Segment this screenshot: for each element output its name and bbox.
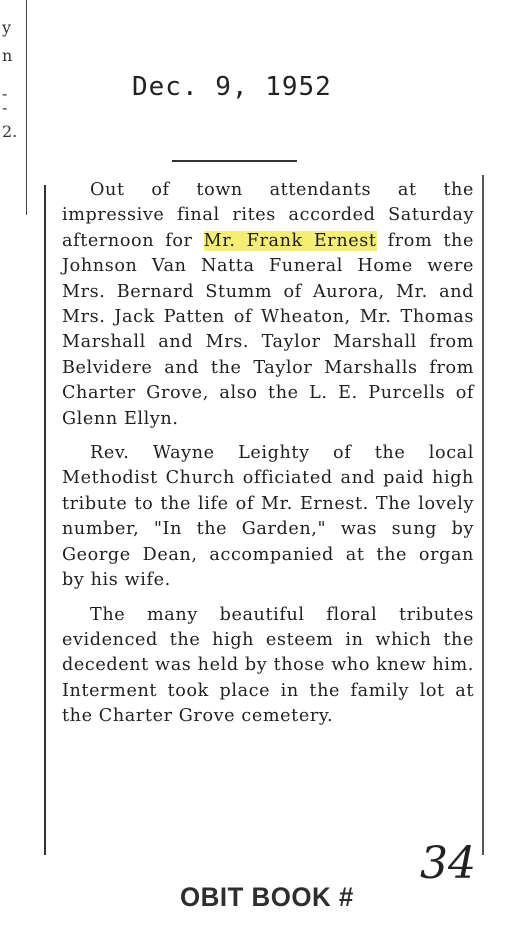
clipping-date: Dec. 9, 1952 — [132, 72, 332, 102]
highlighted-name: Mr. Frank Ernest — [203, 230, 377, 251]
clipping-right-edge — [482, 175, 484, 855]
adjacent-clipping-fragment — [0, 0, 27, 215]
article-paragraph-1 — [62, 178, 474, 432]
paragraph-text: Out of town attendants at the impressive final rites accorded Saturday afternoon for — [62, 180, 474, 251]
handwritten-book-number: 34 — [420, 838, 476, 889]
clipping-left-edge — [44, 185, 46, 855]
obituary-article — [62, 178, 474, 739]
paragraph-text: from the Johnson Van Natta Funeral Home were Mrs. Bernard Stumm of Aurora, Mr. and Mrs. Jack Patten of Wheaton, Mr. Thomas Marshall and Mrs. Taylor Marshall from Belvidere and the Taylor Marshalls from Charter Grove, also the L. E. Purcells of Glenn Ellyn. — [62, 230, 474, 429]
article-paragraph-2: Rev. Wayne Leighty of the local Methodist Church officiated and paid high tribute to the life of Mr. Ernest. The lovely number, "In the Garden," was sung by George Dean, accompanied at the organ by his wife. — [62, 443, 474, 591]
column-divider — [172, 160, 297, 162]
fragment-line: - — [2, 98, 8, 117]
obit-book-stamp: OBIT BOOK # — [180, 882, 354, 912]
fragment-line: n — [2, 46, 13, 65]
fragment-line: 2. — [2, 122, 18, 141]
article-paragraph-3: The many beautiful floral tributes evidenced the high esteem in which the decedent was held by those who knew him. Interment took place in the family lot at the Charter Grove cemetery. — [62, 604, 474, 727]
fragment-line: - — [2, 84, 8, 103]
fragment-line: y — [2, 18, 12, 37]
